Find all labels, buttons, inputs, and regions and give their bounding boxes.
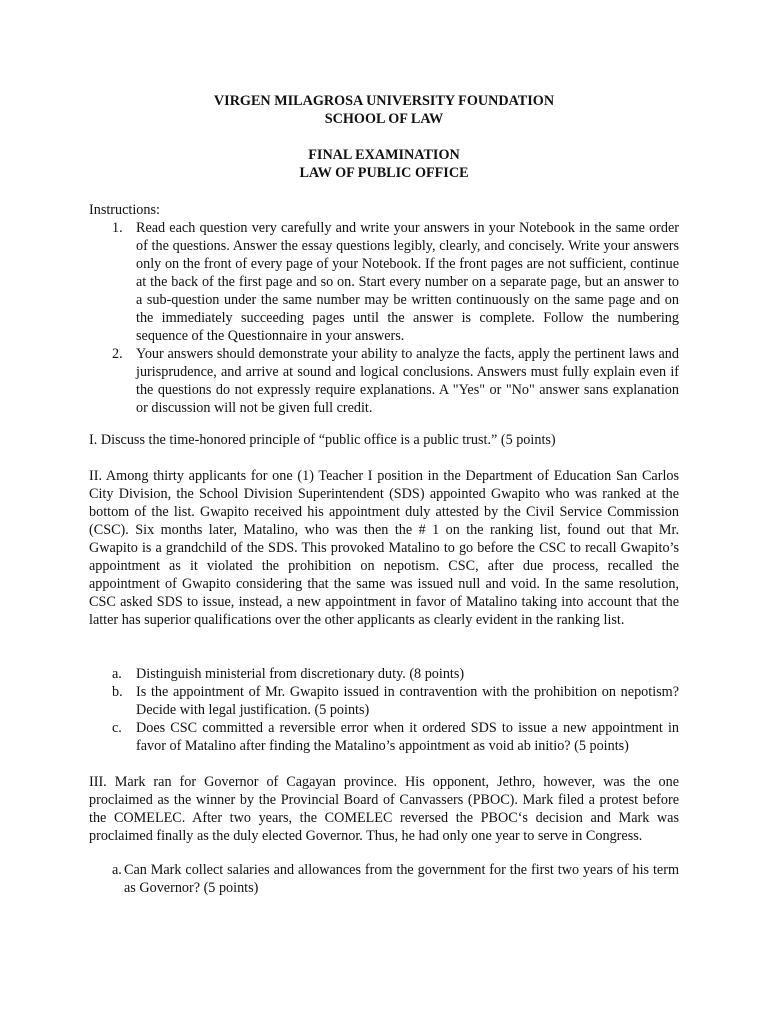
subquestion-letter: c. [112,720,122,736]
exam-title: FINAL EXAMINATION [308,147,460,163]
subquestion-item [89,719,679,755]
instruction-text: Your answers should demonstrate your ability to analyze the facts, apply the pertinent laws and jurisprudence, and arrive at sound and logical conclusions. Answers must fully explain even if the questions do not expressly require explanations. A "Yes" or "No" answer sans explanation or discussion will not be given full credit. [136,346,679,416]
instructions-label: Instructions: [89,202,160,218]
instruction-item [89,345,679,417]
subquestion-text: Is the appointment of Mr. Gwapito issued in contravention with the prohibition on nepotism? Decide with legal justification. (5 points) [136,684,679,718]
subquestion-text: Can Mark collect salaries and allowances from the government for the first two years of his term as Governor? (5 points) [124,862,679,896]
instructions-list [89,219,679,417]
instruction-item [89,219,679,345]
subquestion-text: Distinguish ministerial from discretionary duty. (8 points) [136,666,465,682]
document-header [0,92,768,182]
university-name: VIRGEN MILAGROSA UNIVERSITY FOUNDATION [213,93,555,109]
question-2-subquestions [89,665,679,755]
subquestion-letter: a. [112,862,122,878]
subquestion-item [89,683,679,719]
subquestion-item [89,861,679,897]
subquestion-letter: a. [112,666,122,682]
question-3-subquestions [89,861,679,897]
question-3: III. Mark ran for Governor of Cagayan province. His opponent, Jethro, however, was the one proclaimed as the winner by the Provincial Board of Canvassers (PBOC). Mark filed a protest before the COMELEC. After two years, the COMELEC reversed the PBOC‘s decision and Mark was proclaimed finally as the duly elected Governor. Thus, he had only one year to serve in Congress. [89,774,679,844]
subquestion-letter: b. [112,684,123,700]
subquestion-item [89,665,679,683]
question-2: II. Among thirty applicants for one (1) Teacher I position in the Department of Education San Carlos City Division, the School Division Superintendent (SDS) appointed Gwapito who was ranked at the bottom of the list. Gwapito received his appointment duly attested by the Civil Service Commission (CSC). Six months later, Matalino, who was then the # 1 on the ranking list, found out that Mr. Gwapito is a grandchild of the SDS. This provoked Matalino to go before the CSC to recall Gwapito’s appointment as it violated the prohibition on nepotism. CSC, after due process, recalled the appointment of Gwapito considering that the same was issued null and void. In the same resolution, CSC asked SDS to issue, instead, a new appointment in favor of Matalino taking into account that the latter has superior qualifications over the other applicants as clearly evident in the ranking list. [89,468,679,628]
instruction-number: 1. [112,220,123,236]
question-1: I. Discuss the time-honored principle of “public office is a public trust.” (5 points) [89,432,556,448]
school-name: SCHOOL OF LAW [324,111,444,127]
course-title: LAW OF PUBLIC OFFICE [299,165,469,181]
instruction-number: 2. [112,346,123,362]
subquestion-text: Does CSC committed a reversible error when it ordered SDS to issue a new appointment in favor of Matalino after finding the Matalino’s appointment as void ab initio? (5 points) [136,720,679,754]
header-spacer [0,128,768,146]
instruction-text: Read each question very carefully and write your answers in your Notebook in the same order of the questions. Answer the essay questions legibly, clearly, and concisely. Write your answers only on the front of every page of your Notebook. If the front pages are not sufficient, continue at the back of the first page and so on. Start every number on a separate page, but an answer to a sub-question under the same number may be written continuously on the same page and on the immediately succeeding pages until the answer is complete. Follow the numbering sequence of the Questionnaire in your answers. [136,220,679,344]
